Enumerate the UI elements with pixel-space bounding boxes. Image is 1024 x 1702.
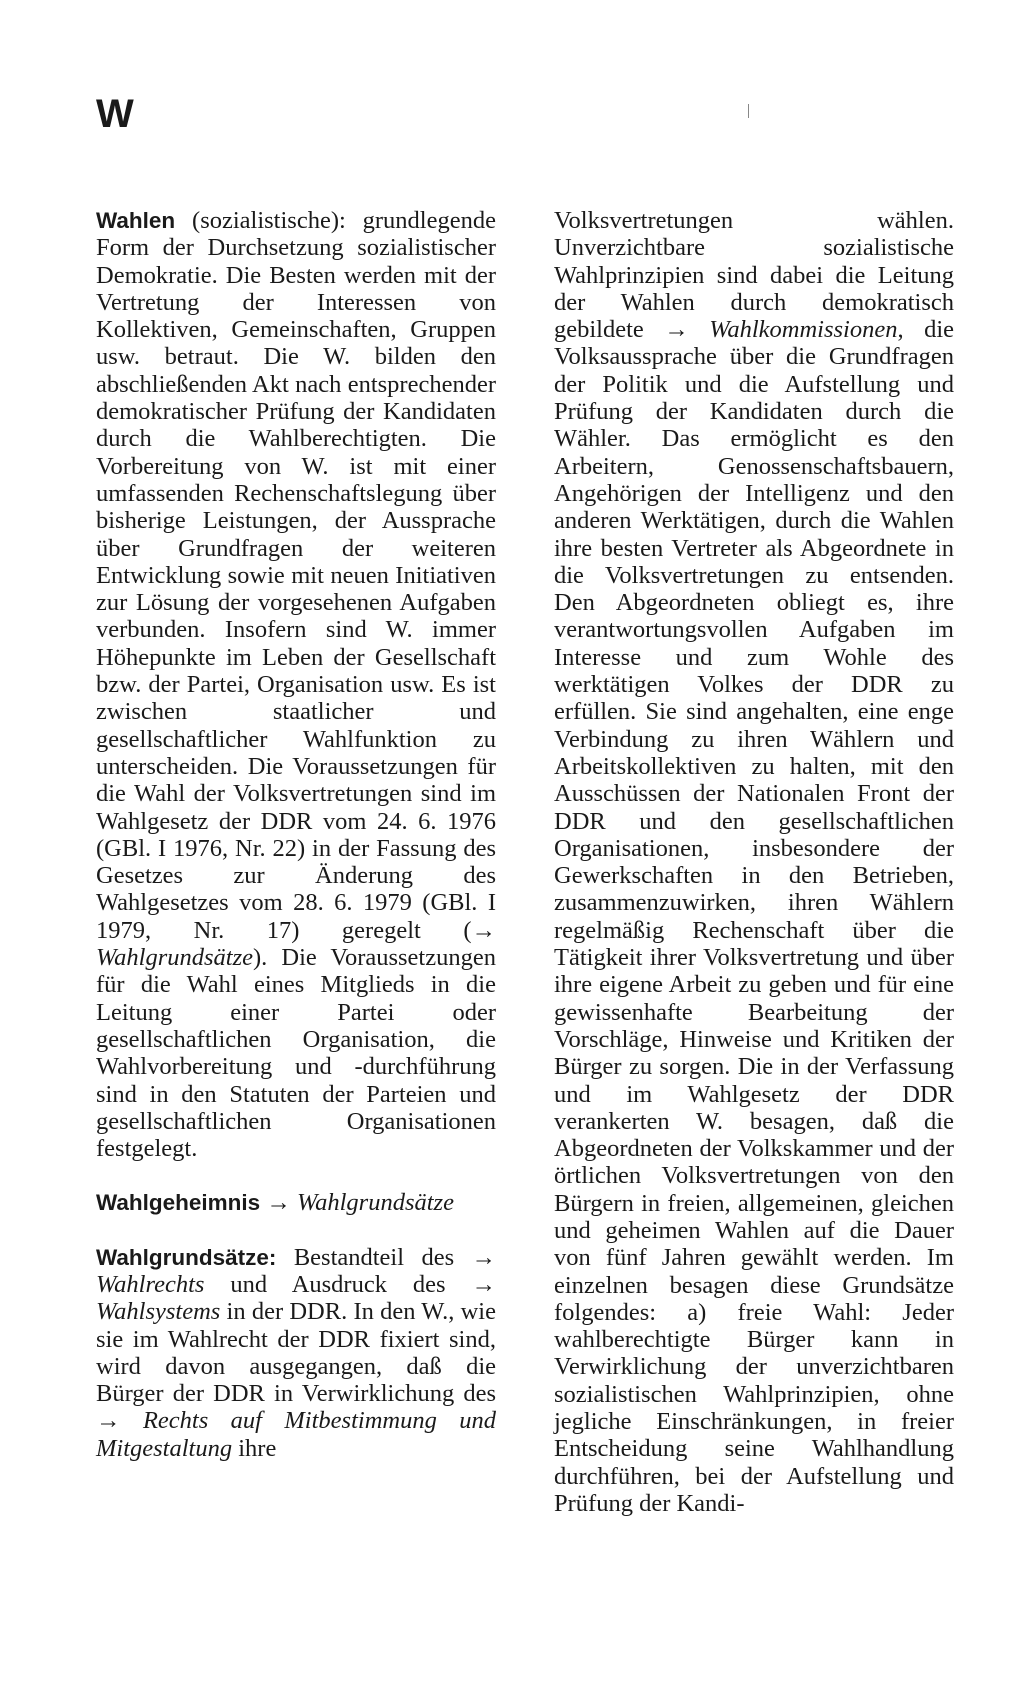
right-column — [554, 207, 954, 1544]
arrow-icon: → — [471, 1243, 496, 1271]
entry-text: ihre — [232, 1434, 277, 1462]
cross-reference: Wahlkommissionen — [709, 316, 898, 344]
entry-continuation — [554, 207, 954, 1517]
entry-wahlgeheimnis — [96, 1189, 496, 1216]
arrow-icon: → — [664, 316, 710, 344]
entry-text: Volksvertretungen wählen. Unverzichtbare sozialistische Wahlprinzipien sind dabei die Leitung der Wahlen durch demokratisch gebildete — [554, 207, 954, 344]
entry-text: ). Die Voraussetzungen für die Wahl eines Mitglieds in die Leitung einer Partei oder gesellschaftlichen Organisation, die Wahlvorbereitung und -durchführung sind in den Statuten der Parteien und gesellschaftlichen Organisationen festgelegt. — [96, 944, 496, 1163]
left-column — [96, 207, 496, 1489]
headword-wahlen: Wahlen — [96, 208, 176, 233]
cross-reference: Wahlgrundsätze — [296, 1189, 454, 1217]
entry-text: (sozialistische): grundlegende Form der Durchsetzung sozialistischer Demokratie. Die Besten werden mit der Vertretung der Interessen von Kollektiven, Gemeinschaften, Gruppen usw. betraut. Die W. bilden den abschließenden Akt nach entsprechender demokratischer Prüfung der Kandidaten durch die Wahlberechtigten. Die Vorbereitung von W. ist mit einer umfassenden Rechenschaftslegung über bisherige Leistungen, der Aussprache über Grundfragen der weiteren Entwicklung sowie mit neuen Initiativen zur Lösung der vorgesehenen Aufgaben verbunden. Insofern sind W. immer Höhepunkte im Leben der Gesellschaft bzw. der Partei, Organisation usw. Es ist zwischen staatlicher und gesellschaftlicher Wahlfunktion zu unterscheiden. Die Voraussetzungen für die Wahl der Volksvertretungen sind im Wahlgesetz der DDR vom 24. 6. 1976 (GBl. I 1976, Nr. 22) in der Fassung des Gesetzes zur Änderung des Wahlgesetzes vom 28. 6. 1979 (GBl. I 1979, Nr. 17) geregelt ( — [96, 207, 496, 944]
arrow-icon: → — [471, 916, 496, 944]
scan-mark — [748, 104, 749, 118]
cross-reference: Wahlgrundsätze — [96, 944, 254, 972]
entry-text: in der DDR. In den W., wie sie im Wahlrecht der DDR fixiert sind, wird davon ausgegangen, daß die Bürger der DDR in Verwirklichung des — [96, 1298, 496, 1408]
arrow-icon: → — [96, 1407, 143, 1435]
arrow-icon: → — [471, 1270, 496, 1298]
entry-text: , die Volksaussprache über die Grundfragen der Politik und die Aufstellung und Prüfung der Kandidaten durch die Wähler. Das ermöglicht es den Arbeitern, Genossenschaftsbauern, Angehörigen der Intelligenz und den anderen Werktätigen, durch die Wahlen ihre besten Vertreter als Abgeordnete in die Volksvertretungen zu entsenden. Den Abgeordneten obliegt es, ihre verantwortungsvollen Aufgaben im Interesse und zum Wohle des werktätigen Volkes der DDR zu erfüllen. Sie sind angehalten, eine enge Verbindung zu ihren Wählern und Arbeitskollektiven zu halten, mit den Ausschüssen der Nationalen Front der DDR und den gesellschaftlichen Organisationen, insbesondere der Gewerkschaften in den Betrieben, zusammenzuwirken, ihren Wählern regelmäßig Rechenschaft über die Tätigkeit ihrer Volksvertretung und über ihre eigene Arbeit zu geben und für eine gewissenhafte Bearbeitung der Vorschläge, Hinweise und Kritiken der Bürger zu sorgen. Die in der Verfassung und im Wahlgesetz der DDR verankerten W. besagen, daß die Abgeordneten der Volkskammer und der örtlichen Volksvertretungen von den Bürgern in freien, allgemeinen, gleichen und geheimen Wahlen auf die Dauer von fünf Jahren gewählt werden. Im einzelnen besagen diese Grundsätze folgendes: a) freie Wahl: Jeder wahlberechtigte Bürger kann in Verwirklichung der unverzichtbaren sozialistischen Wahlprinzipien, ohne jegliche Einschränkungen, in freier Entscheidung seine Wahlhandlung durchführen, bei der Aufstellung und Prüfung der Kandi- — [554, 316, 955, 1517]
cross-reference: Wahlrechts — [96, 1270, 205, 1298]
cross-reference: Wahlsystems — [96, 1298, 221, 1326]
entry-wahlen — [96, 207, 496, 1162]
arrow-icon: → — [260, 1189, 297, 1217]
entry-text: Bestandteil des — [276, 1243, 472, 1271]
cross-reference: Rechts auf Mitbestimmung und Mitgestaltung — [96, 1407, 497, 1462]
section-letter: W — [96, 92, 134, 136]
headword-wahlgeheimnis: Wahlgeheimnis — [96, 1190, 261, 1216]
entry-wahlgrundsaetze — [96, 1244, 496, 1462]
headword-wahlgrundsaetze: Wahlgrundsätze: — [96, 1244, 277, 1270]
entry-text: und Ausdruck des — [204, 1270, 472, 1298]
